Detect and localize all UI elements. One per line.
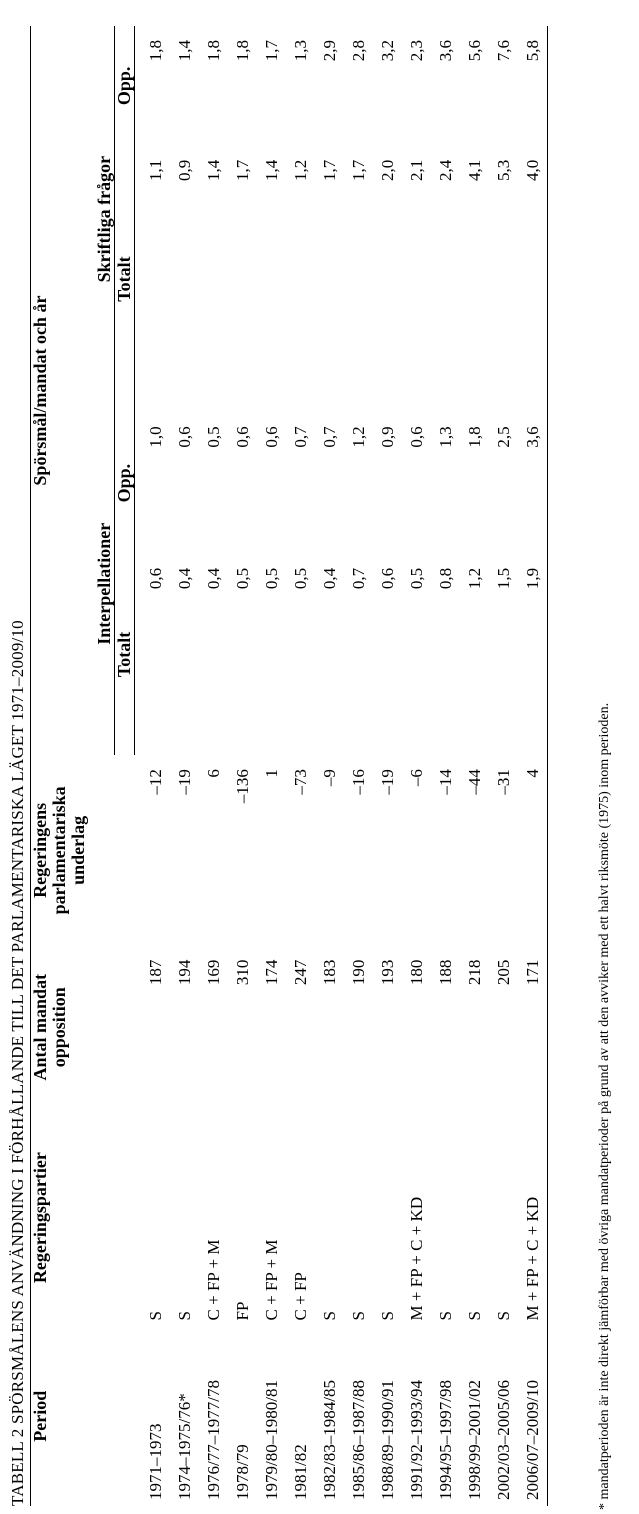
cell-interp-totalt: 0,6 xyxy=(378,567,397,590)
cell-skriftliga-opp: 1,8 xyxy=(146,40,165,62)
table-row xyxy=(344,26,373,1506)
cell-underlag: –31 xyxy=(494,769,513,795)
cell-period: 2002/03–2005/06 xyxy=(494,1380,513,1500)
header-group-main: Spörsmål/mandat och år xyxy=(31,26,94,755)
cell-mandat: 169 xyxy=(204,959,223,986)
cell-underlag: –73 xyxy=(291,769,310,795)
cell-interp-totalt: 0,4 xyxy=(204,567,223,590)
cell-skriftliga-totalt: 4,0 xyxy=(518,146,548,413)
cell-skriftliga-opp: 1,7 xyxy=(262,40,281,62)
cell-interp-opp: 1,3 xyxy=(436,426,455,448)
cell-interp-totalt: 0,5 xyxy=(262,567,281,590)
cell-interp-opp: 0,5 xyxy=(204,426,223,448)
cell-skriftliga-totalt: 1,4 xyxy=(262,159,281,181)
cell-parties: S xyxy=(465,1310,484,1321)
cell-interp-totalt: 1,2 xyxy=(465,567,484,590)
cell-skriftliga-opp: 2,3 xyxy=(407,40,426,62)
cell-interp-opp: 1,0 xyxy=(146,426,165,448)
header-period: Period xyxy=(31,1326,135,1506)
cell-skriftliga-opp: 1,8 xyxy=(233,40,252,62)
cell-skriftliga-totalt: 5,3 xyxy=(494,159,513,181)
cell-underlag: 6 xyxy=(204,769,223,778)
cell-underlag: –136 xyxy=(233,769,252,804)
cell-interp-opp: 0,6 xyxy=(233,426,252,448)
cell-skriftliga-opp: 2,8 xyxy=(349,40,368,62)
cell-underlag: –44 xyxy=(465,769,484,795)
header-mandat: Antal mandat opposition xyxy=(31,946,135,1109)
cell-period: 1982/83–1984/85 xyxy=(320,1380,339,1500)
table-row xyxy=(199,26,228,1506)
table-row xyxy=(257,26,286,1506)
cell-mandat: 194 xyxy=(175,959,194,986)
table-row xyxy=(373,26,402,1506)
cell-skriftliga-opp: 1,8 xyxy=(204,40,223,62)
cell-skriftliga-opp: 3,6 xyxy=(436,40,455,62)
cell-parties: FP xyxy=(233,1301,252,1321)
cell-interp-totalt: 1,9 xyxy=(518,554,548,755)
cell-interp-totalt: 0,5 xyxy=(233,567,252,590)
cell-parties: S xyxy=(175,1310,194,1321)
cell-skriftliga-opp: 5,8 xyxy=(518,26,548,146)
cell-parties: S xyxy=(145,1310,165,1321)
cell-skriftliga-totalt: 0,9 xyxy=(175,159,194,181)
cell-mandat: 310 xyxy=(233,959,252,986)
cell-parties: C + FP + M xyxy=(204,1239,223,1321)
cell-skriftliga-opp: 1,4 xyxy=(175,40,194,62)
cell-underlag: –19 xyxy=(378,769,397,795)
table-row xyxy=(518,26,548,1506)
cell-parties: M + FP + C + KD xyxy=(518,1109,548,1327)
cell-period: 1985/86–1987/88 xyxy=(349,1380,368,1500)
cell-skriftliga-totalt: 2,1 xyxy=(407,159,426,181)
cell-mandat: 247 xyxy=(291,959,310,986)
cell-period: 1971–1973 xyxy=(145,1423,165,1500)
cell-interp-totalt: 0,5 xyxy=(291,567,310,590)
cell-parties: S xyxy=(320,1310,339,1321)
cell-skriftliga-opp: 5,6 xyxy=(465,40,484,62)
cell-mandat: 218 xyxy=(465,959,484,986)
cell-parties: C + FP + M xyxy=(262,1239,281,1321)
header-group-skriftliga: Skriftliga frågor xyxy=(93,26,115,412)
cell-period: 2006/07–2009/10 xyxy=(518,1326,548,1506)
header-interp-totalt: Totalt xyxy=(115,554,135,755)
cell-underlag: –6 xyxy=(407,769,426,787)
cell-interp-opp: 1,8 xyxy=(465,426,484,448)
cell-period: 1974–1975/76* xyxy=(175,1393,194,1500)
table-row xyxy=(460,26,489,1506)
table-row xyxy=(402,26,431,1506)
cell-interp-opp: 3,6 xyxy=(518,412,548,553)
cell-skriftliga-totalt: 1,1 xyxy=(146,159,165,181)
cell-interp-opp: 0,6 xyxy=(407,426,426,448)
cell-mandat: 188 xyxy=(436,959,455,986)
cell-parties: S xyxy=(494,1310,513,1321)
cell-interp-opp: 2,5 xyxy=(494,426,513,448)
cell-interp-totalt: 0,8 xyxy=(436,567,455,590)
cell-mandat: 174 xyxy=(262,959,281,986)
cell-period: 1976/77–1977/78 xyxy=(204,1380,223,1500)
table-row xyxy=(286,26,315,1506)
cell-interp-totalt: 0,6 xyxy=(146,567,165,590)
cell-underlag: –12 xyxy=(145,769,165,795)
cell-interp-opp: 0,7 xyxy=(320,426,339,448)
cell-period: 1981/82 xyxy=(291,1444,310,1500)
cell-interp-opp: 0,6 xyxy=(175,426,194,448)
cell-parties: C + FP xyxy=(291,1272,310,1321)
cell-period: 1988/89–1990/91 xyxy=(378,1380,397,1500)
cell-mandat: 180 xyxy=(407,959,426,986)
cell-skriftliga-totalt: 1,7 xyxy=(233,159,252,181)
cell-skriftliga-totalt: 2,0 xyxy=(378,159,397,181)
footnote: * mandatperioden är inte direkt jämförbar med övriga mandatperioder på grund av att den avviker med ett halvt riksmöte (1975) inom perioden. xyxy=(597,702,612,1510)
cell-underlag: –14 xyxy=(436,769,455,795)
cell-mandat: 171 xyxy=(518,946,548,1109)
cell-interp-totalt: 0,5 xyxy=(407,567,426,590)
cell-skriftliga-opp: 7,6 xyxy=(494,40,513,62)
cell-period: 1998/99–2001/02 xyxy=(465,1380,484,1500)
table-row xyxy=(228,26,257,1506)
header-skriftliga-opp: Opp. xyxy=(115,26,135,146)
cell-underlag: 4 xyxy=(518,755,548,945)
cell-interp-totalt: 0,4 xyxy=(320,567,339,590)
table-row xyxy=(315,26,344,1506)
cell-interp-opp: 0,7 xyxy=(291,426,310,448)
cell-interp-totalt: 0,7 xyxy=(349,567,368,590)
cell-underlag: –9 xyxy=(320,769,339,787)
cell-mandat: 183 xyxy=(320,959,339,986)
cell-interp-totalt: 1,5 xyxy=(494,567,513,590)
header-group-interpellationer: Interpellationer xyxy=(93,412,115,755)
cell-parties: M + FP + C + KD xyxy=(407,1196,426,1321)
table-row xyxy=(135,26,171,1506)
cell-interp-totalt: 0,4 xyxy=(175,567,194,590)
cell-skriftliga-opp: 1,3 xyxy=(291,40,310,62)
cell-period: 1979/80–1980/81 xyxy=(262,1380,281,1500)
header-parties: Regeringspartier xyxy=(31,1109,135,1327)
cell-parties: S xyxy=(436,1310,455,1321)
cell-skriftliga-totalt: 1,7 xyxy=(349,159,368,181)
cell-period: 1994/95–1997/98 xyxy=(436,1380,455,1500)
cell-interp-opp: 0,9 xyxy=(378,426,397,448)
cell-underlag: 1 xyxy=(262,769,281,778)
cell-underlag: –19 xyxy=(175,769,194,795)
table-row xyxy=(170,26,199,1506)
cell-parties: S xyxy=(349,1310,368,1321)
cell-skriftliga-totalt: 2,4 xyxy=(436,159,455,181)
cell-skriftliga-totalt: 4,1 xyxy=(465,159,484,181)
data-table xyxy=(30,26,548,1506)
cell-skriftliga-opp: 3,2 xyxy=(378,40,397,62)
cell-parties: S xyxy=(378,1310,397,1321)
header-underlag: Regeringens parlamentariska underlag xyxy=(31,755,135,945)
cell-mandat: 187 xyxy=(145,959,165,986)
cell-period: 1991/92–1993/94 xyxy=(407,1380,426,1500)
cell-skriftliga-totalt: 1,4 xyxy=(204,159,223,181)
cell-period: 1978/79 xyxy=(233,1444,252,1500)
cell-mandat: 205 xyxy=(494,959,513,986)
cell-interp-opp: 0,6 xyxy=(262,426,281,448)
table-row xyxy=(431,26,460,1506)
header-interp-opp: Opp. xyxy=(115,412,135,553)
table-caption: TABELL 2 SPÖRSMÅLENS ANVÄNDNING I FÖRHÅLLANDE TILL DET PARLAMENTARISKA LÄGET 1971–2009/10 xyxy=(8,620,27,1506)
cell-mandat: 190 xyxy=(349,959,368,986)
cell-interp-opp: 1,2 xyxy=(349,426,368,448)
cell-skriftliga-totalt: 1,7 xyxy=(320,159,339,181)
header-skriftliga-totalt: Totalt xyxy=(115,146,135,413)
cell-skriftliga-opp: 2,9 xyxy=(320,40,339,62)
cell-skriftliga-totalt: 1,2 xyxy=(291,159,310,181)
cell-mandat: 193 xyxy=(378,959,397,986)
cell-underlag: –16 xyxy=(349,769,368,795)
table-row xyxy=(489,26,518,1506)
